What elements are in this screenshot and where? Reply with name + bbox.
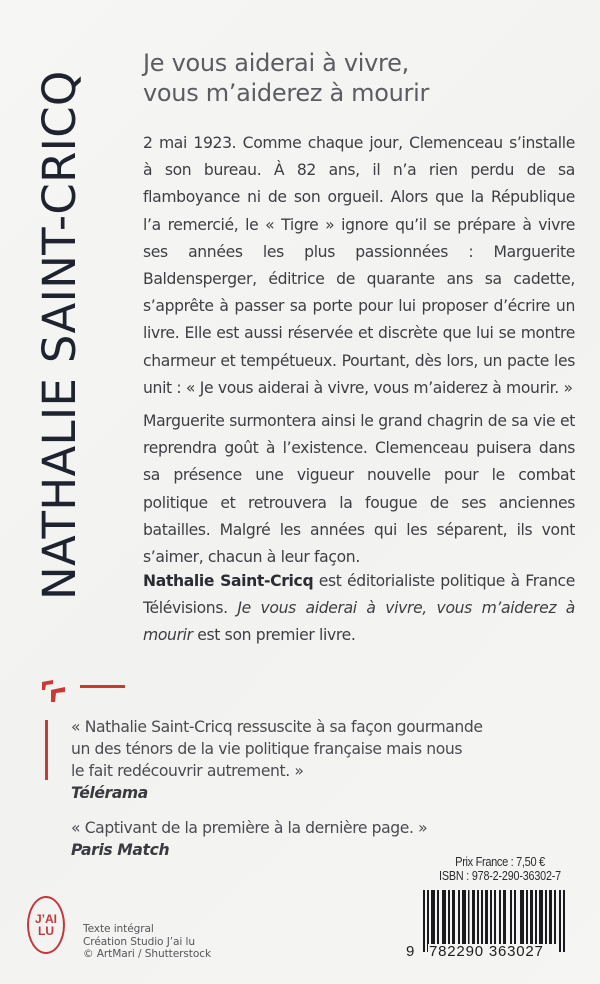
review-telerama	[71, 716, 571, 804]
review-quote-line: un des ténors de la vie politique française mais nous	[71, 740, 463, 758]
author-bio-name: Nathalie Saint-Cricq	[143, 572, 314, 590]
isbn-label: ISBN : 978-2-290-36302-7	[439, 869, 561, 883]
author-bio-book-title: Je vous aiderai à vivre, vous m’aiderez à mourir	[143, 599, 576, 645]
author-bio-text-1: est éditorialiste politique à France Télévisions.	[143, 572, 576, 618]
quote-side-bar	[45, 720, 48, 780]
publisher-credits	[83, 923, 211, 961]
barcode-digits: 782290 363027	[429, 943, 544, 960]
review-quote-line: le fait redécouvrir autrement. »	[71, 762, 304, 780]
price-isbn-block	[420, 855, 580, 883]
review-quote-line: « Captivant de la première à la dernière page. »	[71, 819, 428, 837]
jai-lu-publisher-logo	[27, 896, 65, 954]
author-bio	[143, 568, 575, 650]
price-label: Prix France : 7,50 €	[455, 854, 545, 869]
logo-line-1: J’AI	[34, 912, 57, 926]
book-title-line-2: vous m’aiderez à mourir	[143, 79, 430, 107]
credit-line: Création Studio J’ai lu	[83, 935, 195, 948]
book-title-line-1: Je vous aiderai à vivre,	[143, 49, 409, 77]
book-title	[143, 48, 429, 108]
credit-line: © ArtMari / Shutterstock	[83, 948, 211, 960]
press-reviews	[71, 716, 571, 861]
synopsis-paragraph-2: Marguerite surmontera ainsi le grand chagrin de sa vie et reprendra goût à l’existence. Clemenceau puisera dans sa présence une vigueur nouvelle pour le combat politique et retrouvera la fougue de ses anciennes batailles. Malgré les années qui les séparent, ils vont s’aimer, chacun à leur façon.	[143, 412, 575, 567]
review-source: Télérama	[71, 784, 148, 802]
quote-rule-divider	[80, 685, 125, 688]
author-bio-text-2: est son premier livre.	[192, 626, 356, 645]
barcode-first-digit: 9	[406, 943, 416, 960]
review-quote-line: « Nathalie Saint-Cricq ressuscite à sa façon gourmande	[71, 718, 483, 736]
credit-line: Texte intégral	[83, 923, 154, 935]
logo-line-2: LU	[38, 924, 54, 938]
synopsis-paragraph-1: 2 mai 1923. Comme chaque jour, Clemenceau s’installe à son bureau. À 82 ans, il n’a rien perdu de sa flamboyance ni de son orgueil. Alors que la République l’a remercié, le « Tigre » ignore qu’il se prépare à vivre ses années les plus passionnées : Marguerite Baldensperger, éditrice de quarante ans sa cadette, s’apprête à passer sa porte pour lui proposer d’écrire un livre. Elle est aussi réservée et discrète que lui se montre charmeur et tempétueux. Pourtant, dès lors, un pacte les unit : « Je vous aiderai à vivre, vous m’aiderez à mourir. »	[143, 134, 575, 397]
quote-mark-icon	[42, 680, 70, 706]
review-source: Paris Match	[71, 841, 170, 859]
vertical-author-name: NATHALIE SAINT-CRICQ	[33, 70, 86, 600]
